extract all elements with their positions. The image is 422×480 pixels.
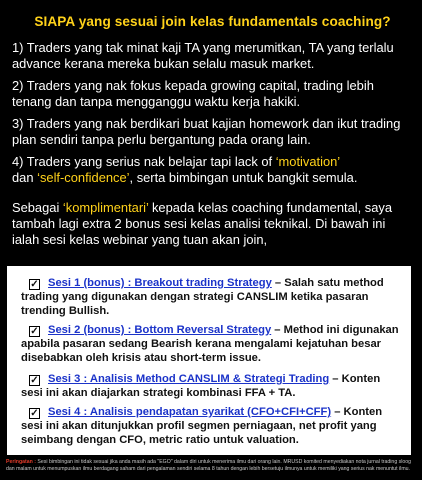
- checkbox-icon: ✓: [30, 279, 39, 290]
- session-1-desc: – Salah satu method trading yang digunakan dengan strategi CANSLIM ketika pasaran trending Bullish.: [21, 277, 384, 317]
- session-4-link[interactable]: Sesi 4 : Analisis pendapatan syarikat (CFO+CFI+CFF): [48, 406, 332, 418]
- point-4-pre: 4) Traders yang serius nak belajar tapi lack of: [12, 154, 276, 169]
- point-4: [12, 154, 413, 186]
- point-4-post: , serta bimbingan untuk bangkit semula.: [129, 170, 358, 185]
- point-4-highlight-confidence: ‘self-confidence’: [37, 170, 130, 185]
- offer-post: kepada kelas coaching fundamental, saya tambah lagi extra 2 bonus sesi kelas analisi teknikal. Di bawah ini ialah sesi kelas webinar yang tuan akan join,: [12, 200, 393, 247]
- point-3: 3) Traders yang nak berdikari buat kajian homework dan ikut trading plan sendiri tanpa perlu bergantung pada orang lain.: [12, 116, 401, 147]
- offer-text: [12, 200, 413, 248]
- checkbox-icon: ✓: [30, 326, 39, 337]
- session-2-link[interactable]: Sesi 2 (bonus) : Bottom Reversal Strategy: [48, 324, 272, 336]
- footer-text: Sesi bimbingan ini tidak sesuai jika anda masih ada "EGO" dalam diri untuk menerima ilmu dari orang lain. MRUSD komited menyediakan nota jurnal trading sloog dan malam untuk menumpuskan ilmu berdagang saham dari pengalaman sendiri selama 8 tahun dengan lebih bersetuju ilmunya untuk memiliki yang serius nak menuntut ilmu.: [6, 459, 412, 472]
- session-item-3: [21, 372, 403, 400]
- session-item-2: [21, 323, 403, 365]
- offer-highlight: ‘komplimentari’: [62, 200, 149, 215]
- session-3-desc: – Konten sesi ini akan diajarkan strategi kombinasi FFA + TA.: [21, 373, 381, 399]
- point-1: 1) Traders yang tak minat kaji TA yang merumitkan, TA yang terlalu advance kerana mereka bukan selalu masuk market.: [12, 40, 394, 71]
- point-4-highlight-motivation: ‘motivation’: [275, 154, 341, 169]
- sessions-panel: [7, 266, 411, 455]
- footer-lead: Peringatan :: [6, 459, 36, 465]
- page-title: SIAPA yang sesuai join kelas fundamentals coaching?: [34, 14, 391, 29]
- point-2: 2) Traders yang nak fokus kepada growing capital, trading lebih tenang dan tanpa mengganggu waktu kerja hakiki.: [12, 78, 374, 109]
- session-2-desc: – Method ini digunakan apabila pasaran sedang Bearish kerana mengalami kejatuhan besar disebabkan oleh krisis atau short-term issue.: [21, 324, 399, 364]
- session-4-desc: – Konten sesi ini akan ditunjukkan profil segmen perniagaan, net profit yang seimbang dengan CFO, metric ratio untuk valuation.: [21, 406, 383, 446]
- session-3-link[interactable]: Sesi 3 : Analisis Method CANSLIM & Strategi Trading: [48, 373, 330, 385]
- checkbox-icon: ✓: [30, 408, 39, 419]
- session-item-1: [21, 276, 403, 318]
- checkbox-icon: ✓: [30, 375, 39, 386]
- session-1-link[interactable]: Sesi 1 (bonus) : Breakout trading Strategy: [48, 277, 272, 289]
- session-item-4: [21, 405, 403, 447]
- footer-disclaimer: [6, 459, 418, 473]
- offer-pre: Sebagai: [12, 200, 63, 215]
- point-4-mid: dan: [12, 170, 38, 185]
